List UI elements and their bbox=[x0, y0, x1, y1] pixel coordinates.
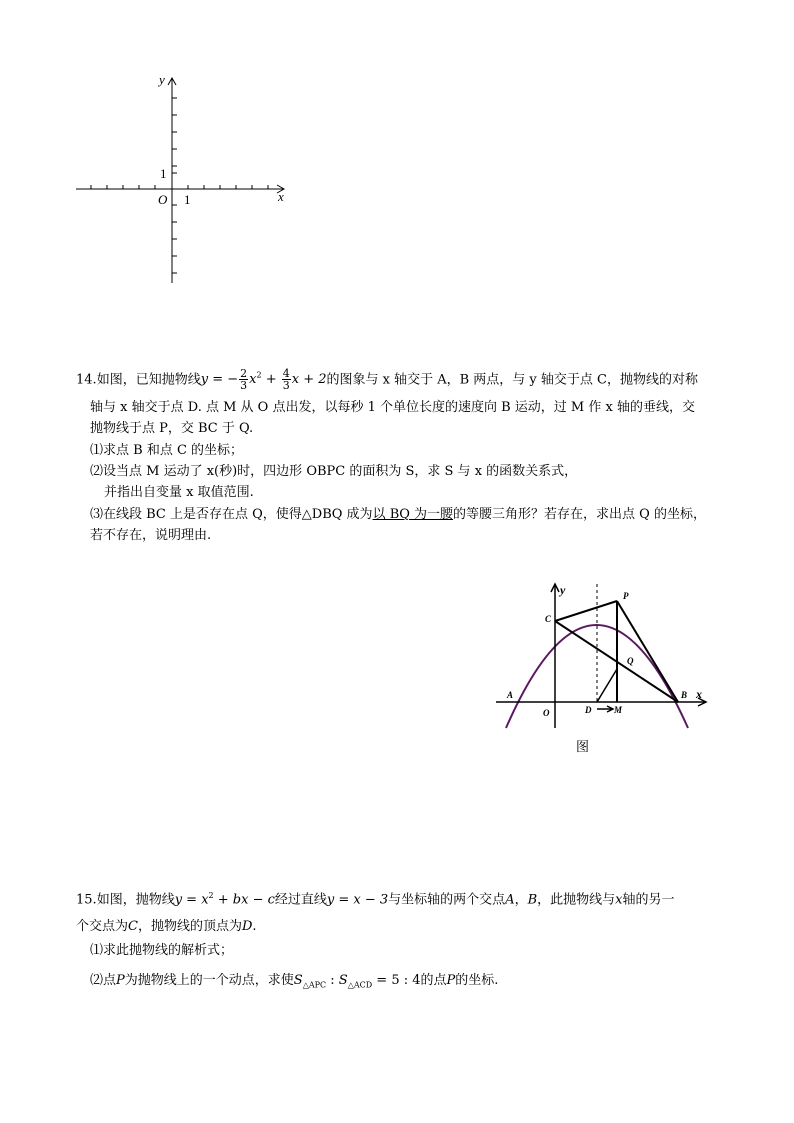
label-C: C bbox=[545, 614, 552, 624]
y-axis-label: y bbox=[159, 72, 165, 87]
coordinate-axes-figure bbox=[70, 70, 300, 290]
q15-line-1: 15.如图，抛物线$y = x^2$ + bx − c经过直线y = x − 3与坐标轴的两个交点A，B，此抛物线与x轴的另一 bbox=[76, 891, 675, 908]
q14-part-1: ⑴求点 B 和点 C 的坐标； bbox=[90, 443, 244, 458]
parabola-figure bbox=[492, 576, 718, 756]
label-Q: Q bbox=[627, 656, 634, 666]
tick-label-x-1: 1 bbox=[184, 192, 191, 207]
q14-part-3c: 若不存在，说明理由. bbox=[90, 528, 212, 543]
q14-equation: y = − $\frac{2}{3}$ $x^2$ + $\frac{4}{3}$ x + 2 bbox=[200, 367, 327, 393]
label-O: O bbox=[543, 708, 550, 718]
y-ticks bbox=[172, 98, 177, 273]
label-P: P bbox=[623, 591, 629, 601]
q14-part-3: ⑶在线段 BC 上是否存在点 Q，使得△DBQ 成为以 BQ 为一腰的等腰三角形？若存在，求出点 Q 的坐标， bbox=[90, 507, 706, 522]
segment-DQ bbox=[597, 669, 617, 702]
label-x: x bbox=[696, 687, 702, 701]
q15-part-2: ⑵点P为抛物线上的一个动点，求使$S_{\triangle APC}$ : $S_{\triangle ACD} = 5$ : 4的点P的坐标. bbox=[90, 973, 499, 990]
q14-number: 14. bbox=[76, 372, 97, 388]
q15-line-2: 个交点为C，抛物线的顶点为D. bbox=[76, 919, 257, 934]
tick-label-y-1: 1 bbox=[160, 166, 167, 181]
q14-line-1: 14.如图，已知抛物线y = − $\frac{2}{3}$ $x^2$ + $\frac{4}{3}$ x + 2的图象与 x 轴交于 A，B 两点，与 y 轴交于点 C，抛物线的对称 bbox=[76, 367, 698, 393]
q15-part-1: ⑴求此抛物线的解析式； bbox=[90, 943, 234, 958]
segment-CP bbox=[555, 601, 617, 621]
label-A: A bbox=[507, 690, 514, 700]
q14-part-2b: 并指出自变量 x 取值范围. bbox=[104, 485, 254, 500]
label-M: M bbox=[614, 705, 623, 715]
segment-PB bbox=[617, 601, 678, 702]
figure-caption: 图 bbox=[576, 740, 590, 755]
q15-number: 15. bbox=[76, 892, 97, 908]
q14-line-2: 轴与 x 轴交于点 D. 点 M 从 O 点出发，以每秒 1 个单位长度的速度向 B 运动，过 M 作 x 轴的垂线，交 bbox=[90, 400, 695, 415]
x-ticks bbox=[91, 185, 268, 189]
label-D: D bbox=[585, 705, 592, 715]
q14-part-2: ⑵设当点 M 运动了 x(秒)时，四边形 OBPC 的面积为 S，求 S 与 x 的函数关系式， bbox=[90, 464, 578, 479]
x-axis-label: x bbox=[278, 189, 284, 204]
q14-line-3: 抛物线于点 P，交 BC 于 Q. bbox=[90, 421, 254, 436]
label-y: y bbox=[560, 583, 566, 597]
label-B: B bbox=[681, 690, 688, 700]
origin-label: O bbox=[158, 192, 168, 207]
